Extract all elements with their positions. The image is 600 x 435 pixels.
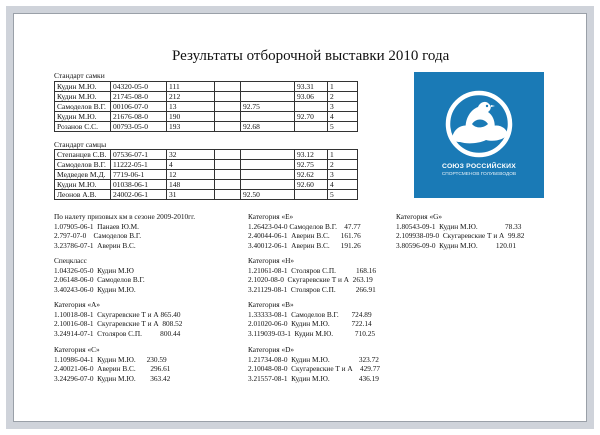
table-cell: Леонов А.В. bbox=[55, 190, 111, 200]
table-cell bbox=[241, 160, 295, 170]
category-header: Категория «С» bbox=[54, 345, 100, 354]
result-line: 2.40021-06-0 Аверин В.С. 296.61 bbox=[54, 364, 171, 374]
category-header: Категория «D» bbox=[248, 345, 295, 354]
table-cell: Кудин М.Ю. bbox=[55, 180, 111, 190]
table-cell: 92.68 bbox=[241, 122, 295, 132]
table-cell bbox=[215, 170, 241, 180]
table-cell: 3 bbox=[328, 102, 358, 112]
table-cell: 92.75 bbox=[295, 160, 328, 170]
table-cell: 212 bbox=[167, 92, 215, 102]
result-line: 3.21129-08-1 Столяров С.П. 266.91 bbox=[248, 284, 376, 294]
table-cell: 13 bbox=[167, 102, 215, 112]
result-line: 3.40012-06-1 Аверин В.С. 191.26 bbox=[248, 240, 361, 250]
table-row bbox=[55, 190, 358, 200]
table-cell: 2 bbox=[328, 92, 358, 102]
table-cell bbox=[241, 180, 295, 190]
table-cell bbox=[241, 170, 295, 180]
category-block bbox=[54, 256, 145, 294]
table-cell: Розанов С.С. bbox=[55, 122, 111, 132]
table-cell: 193 bbox=[167, 122, 215, 132]
table-cell: 93.06 bbox=[295, 92, 328, 102]
logo-subtitle-text: СПОРТСМЕНОВ ГОЛУБЕВОДОВ bbox=[441, 172, 517, 177]
result-line: 1.21061-08-1 Столяров С.П. 168.16 bbox=[248, 265, 377, 275]
table-cell: Кудин М.Ю. bbox=[55, 112, 111, 122]
table-cell: 1 bbox=[328, 150, 358, 160]
table-row bbox=[55, 122, 358, 132]
table-cell: 4 bbox=[328, 180, 358, 190]
result-line: 1.04326-05-0 Кудин М.Ю bbox=[54, 265, 134, 275]
males-section-label: Стандарт самки bbox=[54, 71, 105, 80]
result-line: 1.10018-08-1 Скугаревские Т и А 865.40 bbox=[54, 309, 181, 319]
result-line: 3.23786-07-1 Аверин В.С. bbox=[54, 240, 136, 250]
category-block bbox=[248, 345, 380, 383]
result-line: 3.21557-08-1 Кудин М.Ю. 436.19 bbox=[248, 373, 379, 383]
result-line: 2.797-07-0 Самоделов В.Г. bbox=[54, 231, 142, 241]
category-block bbox=[54, 300, 182, 338]
table-cell: 12 bbox=[167, 170, 215, 180]
table-cell bbox=[215, 160, 241, 170]
table-cell: 93.12 bbox=[295, 150, 328, 160]
table-row bbox=[55, 102, 358, 112]
table-cell: 00793-05-0 bbox=[111, 122, 167, 132]
table-cell: 2 bbox=[328, 160, 358, 170]
result-line: 3.24914-07-1 Столяров С.П. 800.44 bbox=[54, 328, 181, 338]
table-row bbox=[55, 82, 358, 92]
category-block bbox=[248, 300, 375, 338]
table-cell bbox=[215, 122, 241, 132]
result-line: 2.10016-08-1 Скугаревские Т и А 808.52 bbox=[54, 319, 183, 329]
result-line: 2.06148-06-0 Самоделов В.Г. bbox=[54, 275, 145, 285]
result-line: 1.33333-08-1 Самоделов В.Г. 724.89 bbox=[248, 309, 372, 319]
table-cell bbox=[295, 190, 328, 200]
table-cell bbox=[241, 112, 295, 122]
category-header: По налету призовых км в сезоне 2009-2010гг. bbox=[54, 212, 196, 221]
table-cell: 5 bbox=[328, 190, 358, 200]
table-cell bbox=[215, 112, 241, 122]
table-cell: Самоделов В.Г. bbox=[55, 102, 111, 112]
table-cell: 92.62 bbox=[295, 170, 328, 180]
result-line: 3.119039-03-1 Кудин М.Ю. 710.25 bbox=[248, 328, 375, 338]
result-line: 1.26423-04-0 Самоделов В.Г. 47.77 bbox=[248, 221, 361, 231]
table-cell: 31 bbox=[167, 190, 215, 200]
result-line: 3.24296-07-0 Кудин М.Ю. 363.42 bbox=[54, 373, 171, 383]
category-block bbox=[54, 212, 195, 250]
logo-title-text: СОЮЗ РОССИЙСКИХ bbox=[442, 163, 516, 170]
table-cell: 92.60 bbox=[295, 180, 328, 190]
table-cell: 24002-06-1 bbox=[111, 190, 167, 200]
table-cell: 148 bbox=[167, 180, 215, 190]
table-cell: 07536-07-1 bbox=[111, 150, 167, 160]
table-cell: 04320-05-0 bbox=[111, 82, 167, 92]
result-line: 2.1020-08-0 Скугаревские Т и А 263.19 bbox=[248, 275, 373, 285]
table-cell: Кудин М.Ю. bbox=[55, 82, 111, 92]
table-cell bbox=[215, 150, 241, 160]
table-cell: 01038-06-1 bbox=[111, 180, 167, 190]
table-cell: 00106-07-0 bbox=[111, 102, 167, 112]
result-line: 3.40243-06-0 Кудин М.Ю. bbox=[54, 284, 136, 294]
table-cell bbox=[241, 150, 295, 160]
table-cell: 92.70 bbox=[295, 112, 328, 122]
category-header: Категория «А» bbox=[54, 300, 101, 309]
pigeon-emblem-icon bbox=[414, 72, 544, 198]
table-cell bbox=[241, 92, 295, 102]
table-cell: 3 bbox=[328, 170, 358, 180]
table-cell bbox=[215, 82, 241, 92]
females-section-label: Стандарт самцы bbox=[54, 140, 107, 149]
result-line: 2.01020-06-0 Кудин М.Ю. 722.14 bbox=[248, 319, 372, 329]
table-cell: 11222-05-1 bbox=[111, 160, 167, 170]
table-cell: 21745-08-0 bbox=[111, 92, 167, 102]
table-cell bbox=[295, 122, 328, 132]
table-cell: 93.31 bbox=[295, 82, 328, 92]
table-cell: 92.75 bbox=[241, 102, 295, 112]
males-results-table bbox=[54, 81, 358, 132]
result-line: 2.109938-09-0 Скугаревские Т и А 99.82 bbox=[396, 231, 525, 241]
category-header: Спецкласс bbox=[54, 256, 87, 265]
table-row bbox=[55, 160, 358, 170]
result-line: 2.10048-08-0 Скугаревские Т и А 429.77 bbox=[248, 364, 381, 374]
category-header: Категория «В» bbox=[248, 300, 294, 309]
result-line: 3.80596-09-0 Кудин М.Ю. 120.01 bbox=[396, 240, 516, 250]
result-line: 1.07905-06-1 Панаев Ю.М. bbox=[54, 221, 139, 231]
table-cell bbox=[215, 190, 241, 200]
table-cell bbox=[215, 92, 241, 102]
category-header: Категория «Н» bbox=[248, 256, 295, 265]
table-row bbox=[55, 150, 358, 160]
females-results-table bbox=[54, 149, 358, 200]
table-cell: 1 bbox=[328, 82, 358, 92]
table-cell: 4 bbox=[328, 112, 358, 122]
result-line: 2.40044-06-1 Аверин В.С. 161.76 bbox=[248, 231, 361, 241]
table-cell: 111 bbox=[167, 82, 215, 92]
table-cell: Самоделов В.Г. bbox=[55, 160, 111, 170]
union-logo bbox=[414, 72, 544, 198]
result-line: 1.10986-04-1 Кудин М.Ю. 230.59 bbox=[54, 354, 167, 364]
table-cell: 4 bbox=[167, 160, 215, 170]
result-line: 1.21734-08-0 Кудин М.Ю. 323.72 bbox=[248, 354, 379, 364]
table-cell bbox=[295, 102, 328, 112]
page-title: Результаты отборочной выставки 2010 года bbox=[172, 48, 450, 64]
category-block bbox=[54, 345, 170, 383]
table-cell bbox=[215, 102, 241, 112]
table-cell: 7719-06-1 bbox=[111, 170, 167, 180]
table-cell: Кудин М.Ю. bbox=[55, 92, 111, 102]
category-block bbox=[396, 212, 524, 250]
table-cell: 92.50 bbox=[241, 190, 295, 200]
table-row bbox=[55, 180, 358, 190]
table-cell: 5 bbox=[328, 122, 358, 132]
table-row bbox=[55, 92, 358, 102]
table-row bbox=[55, 112, 358, 122]
category-block bbox=[248, 212, 361, 250]
category-header: Категория «Е» bbox=[248, 212, 294, 221]
table-cell bbox=[215, 180, 241, 190]
table-cell: Степанцев С.В. bbox=[55, 150, 111, 160]
result-line: 1.80543-09-1 Кудин М.Ю. 78.33 bbox=[396, 221, 522, 231]
table-cell: 21676-08-0 bbox=[111, 112, 167, 122]
table-row bbox=[55, 170, 358, 180]
table-cell: 32 bbox=[167, 150, 215, 160]
table-cell: 190 bbox=[167, 112, 215, 122]
table-cell bbox=[241, 82, 295, 92]
category-header: Категория «G» bbox=[396, 212, 443, 221]
category-block bbox=[248, 256, 376, 294]
table-cell: Медведев М.Д. bbox=[55, 170, 111, 180]
